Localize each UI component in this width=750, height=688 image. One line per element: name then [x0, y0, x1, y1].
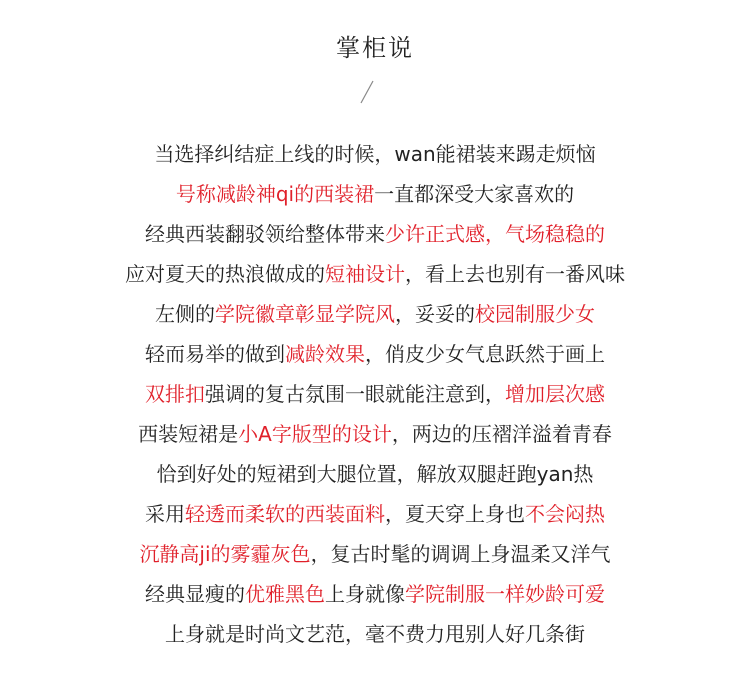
text-segment: ，夏天穿上身也 [385, 502, 525, 526]
highlighted-text: 不会闷热 [525, 502, 605, 526]
text-line [0, 574, 750, 614]
text-segment: 上身就是时尚文艺范，毫不费力甩别人好几条街 [165, 622, 585, 646]
text-segment: 上身就像 [325, 582, 405, 606]
text-line [0, 414, 750, 454]
text-line [0, 374, 750, 414]
text-line [0, 534, 750, 574]
text-line [0, 254, 750, 294]
page-title: 掌柜说 [336, 34, 414, 62]
highlighted-text: 校园制服少女 [475, 302, 595, 326]
text-line [0, 454, 750, 494]
text-segment: 恰到好处的短裙到大腿位置，解放双腿赶跑yan热 [156, 462, 594, 486]
text-line [0, 134, 750, 174]
text-segment: 一直都深受大家喜欢的 [374, 182, 575, 206]
text-segment: 采用 [145, 502, 185, 526]
text-segment: 经典西装翻驳领给整体带来 [145, 222, 385, 246]
highlighted-text: 学院制服一样妙龄可爱 [405, 582, 605, 606]
text-line [0, 494, 750, 534]
highlighted-text: 沉静高ji的雾霾灰色 [139, 542, 311, 566]
text-segment: 应对夏天的热浪做成的 [125, 262, 325, 286]
highlighted-text: 减龄效果 [285, 342, 365, 366]
text-segment: ，俏皮少女气息跃然于画上 [365, 342, 605, 366]
text-line [0, 334, 750, 374]
text-segment: 西装短裙是 [138, 422, 239, 446]
text-line [0, 614, 750, 654]
text-segment: 强调的复古氛围一眼就能注意到， [205, 382, 505, 406]
text-segment: ，妥妥的 [395, 302, 475, 326]
description-text-block [0, 134, 750, 654]
text-segment: 左侧的 [155, 302, 215, 326]
highlighted-text: 增加层次感 [505, 382, 605, 406]
text-line [0, 294, 750, 334]
highlighted-text: 短袖设计 [325, 262, 405, 286]
highlighted-text: 优雅黑色 [245, 582, 325, 606]
text-segment: 经典显瘦的 [145, 582, 245, 606]
text-segment: ，两边的压褶洋溢着青春 [391, 422, 612, 446]
text-segment: ，看上去也别有一番风味 [405, 262, 625, 286]
highlighted-text: 少许正式感，气场稳稳的 [385, 222, 605, 246]
highlighted-text: 小A字版型的设计 [238, 422, 392, 446]
highlighted-text: 双排扣 [145, 382, 205, 406]
highlighted-text: 轻透而柔软的西装面料 [185, 502, 385, 526]
text-line [0, 174, 750, 214]
text-segment: 当选择纠结症上线的时候，wan能裙装来踢走烦恼 [154, 142, 596, 166]
highlighted-text: 号称减龄神qi的西装裙 [175, 182, 375, 206]
text-segment: ，复古时髦的调调上身温柔又洋气 [310, 542, 611, 566]
text-segment: 轻而易举的做到 [145, 342, 285, 366]
slash-divider-icon [359, 80, 375, 104]
highlighted-text: 学院徽章彰显学院风 [215, 302, 395, 326]
text-line [0, 214, 750, 254]
